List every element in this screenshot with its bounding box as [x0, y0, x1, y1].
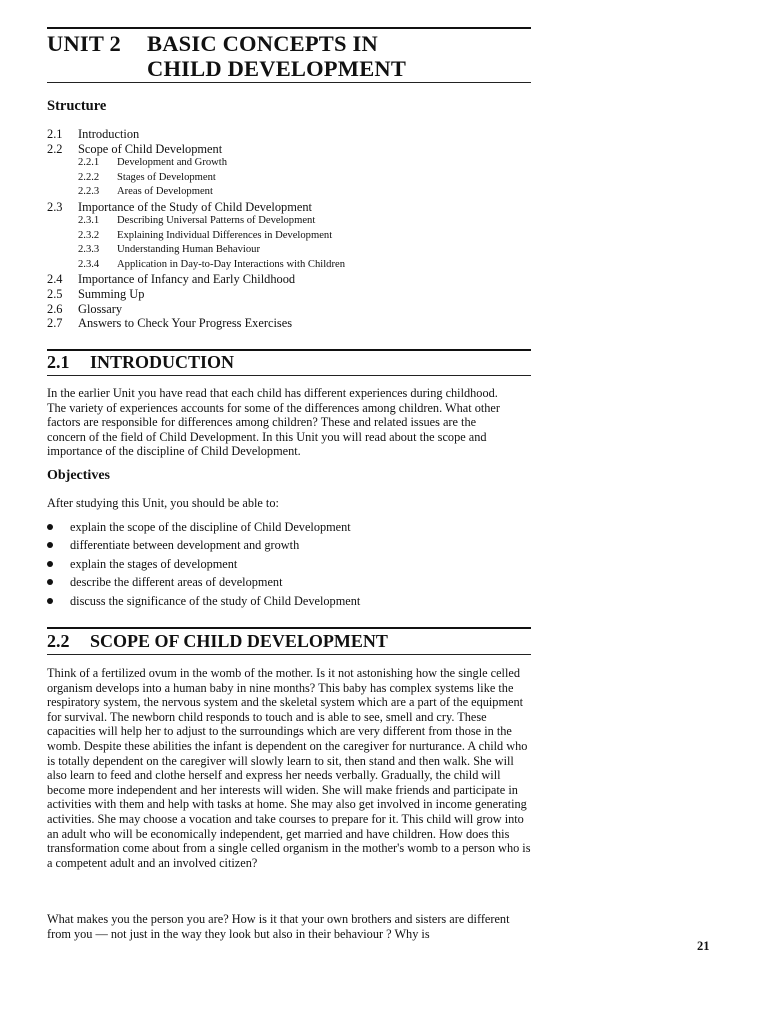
objective-text: explain the stages of development	[70, 556, 238, 571]
toc-item	[47, 127, 527, 142]
toc-item-number: 2.2	[47, 141, 63, 156]
toc-item-label: Areas of Development	[117, 186, 213, 198]
toc-item	[47, 258, 527, 273]
intro-paragraph: In the earlier Unit you have read that each child has different experiences during childhood. The variety of experiences accounts for some of the differences among children. What other factors are responsible for differences among children? These and related issues are the concern of the field of Child Development. In this Unit you will read about the scope and importance of the discipline of Child Development.	[47, 386, 500, 459]
toc-item-label: Explaining Individual Differences in Development	[117, 229, 333, 241]
toc-item-label: Importance of Infancy and Early Childhood	[78, 272, 296, 287]
objective-text: describe the different areas of development	[70, 575, 283, 590]
top-rule	[47, 27, 531, 29]
toc-item-label: Stages of Development	[117, 171, 216, 183]
bullet-icon	[47, 579, 53, 585]
toc-item-label: Introduction	[78, 127, 140, 141]
toc-item-number: 2.2.1	[78, 157, 100, 169]
objectives-lead: After studying this Unit, you should be able to:	[47, 496, 279, 510]
toc-item-label: Application in Day-to-Day Interactions with Children	[117, 258, 346, 270]
toc-item-number: 2.3.1	[78, 215, 100, 227]
toc-item-number: 2.5	[47, 287, 63, 302]
intro-heading	[47, 351, 234, 373]
objective-item	[47, 573, 507, 591]
toc-item	[47, 243, 527, 258]
objective-text: discuss the significance of the study of Child Development	[70, 593, 361, 608]
toc-item-label: Describing Universal Patterns of Development	[117, 215, 316, 227]
objective-item	[47, 555, 507, 573]
scope-top-rule	[47, 627, 531, 629]
toc-item-label: Summing Up	[78, 287, 145, 302]
intro-number: 2.1	[47, 352, 70, 372]
unit-title	[47, 31, 406, 81]
objective-item	[47, 536, 507, 554]
toc-item-number: 2.3.2	[78, 229, 100, 241]
toc-item-number: 2.3	[47, 199, 63, 214]
title-bottom-rule	[47, 82, 531, 83]
toc-item	[47, 272, 527, 287]
toc-item-number: 2.2.3	[78, 186, 100, 198]
table-of-contents	[47, 127, 527, 331]
intro-title: INTRODUCTION	[90, 352, 235, 372]
intro-bottom-rule	[47, 375, 531, 376]
objectives-heading: Objectives	[47, 468, 110, 483]
toc-item	[47, 214, 527, 229]
bullet-icon	[47, 561, 53, 567]
scope-paragraph-1: Think of a fertilized ovum in the womb of the mother. Is it not astonishing how the single celled organism develops into a human baby in nine months? This baby has complex systems like the respiratory system, the nervous system and the skeletal system which are a part of the equipment for survival. The newborn child responds to touch and is able to see, smell and cry. These capacities will help her to adjust to the surroundings which are very different from those in the womb. Despite these abilities the infant is dependent on the caregiver for nurturance. A child who is totally dependent on the caregiver will slowly learn to sit, then stand and then walk. She will also learn to feed and clothe herself and express her needs verbally. Gradually, the child will become more independent and her interests will widen. She will make friends and participate in activities with them and help with tasks at home. She may also get involved in income generating activities. She may choose a vocation and take courses to prepare for it. This child will grow into an adult who will be economically independent, get married and have children. How does this transformation come about from a single celled organism in the mother's womb to a person who is a competent adult and an involved citizen?	[47, 666, 531, 870]
toc-item-number: 2.3.3	[78, 244, 100, 256]
objectives-list	[47, 518, 507, 610]
page-number: 21	[697, 939, 710, 953]
scope-bottom-rule	[47, 654, 531, 655]
toc-item	[47, 185, 527, 200]
toc-item-number: 2.7	[47, 316, 63, 331]
scope-number: 2.2	[47, 631, 70, 651]
toc-item	[47, 171, 527, 186]
toc-item-label: Answers to Check Your Progress Exercises	[78, 316, 293, 331]
bullet-icon	[47, 524, 53, 530]
toc-item-number: 2.4	[47, 272, 63, 287]
toc-item-label: Glossary	[78, 301, 123, 316]
scope-paragraph-2: What makes you the person you are? How is it that your own brothers and sisters are different from you — not just in the way they look but also in their behaviour ? Why is	[47, 912, 510, 941]
toc-item	[47, 287, 527, 302]
toc-item-number: 2.1	[47, 127, 63, 141]
unit-title-line1: BASIC CONCEPTS IN	[147, 31, 378, 56]
scope-heading	[47, 630, 388, 652]
objective-text: differentiate between development and growth	[70, 538, 300, 553]
toc-item	[47, 156, 527, 171]
toc-item-label: Development and Growth	[117, 157, 228, 169]
unit-title-line2: CHILD DEVELOPMENT	[147, 56, 407, 81]
toc-item	[47, 142, 527, 157]
toc-item	[47, 302, 527, 317]
structure-heading: Structure	[47, 98, 107, 114]
toc-item	[47, 200, 527, 215]
objective-text: explain the scope of the discipline of Child Development	[70, 520, 351, 534]
toc-item-label: Scope of Child Development	[78, 141, 223, 156]
scope-title: SCOPE OF CHILD DEVELOPMENT	[90, 631, 388, 651]
toc-item-label: Importance of the Study of Child Development	[78, 199, 312, 214]
toc-item-label: Understanding Human Behaviour	[117, 244, 260, 256]
bullet-icon	[47, 598, 53, 604]
toc-item-number: 2.6	[47, 301, 63, 316]
objective-item	[47, 518, 507, 536]
toc-item-number: 2.2.2	[78, 171, 100, 183]
unit-number: UNIT 2	[47, 31, 121, 56]
toc-item-number: 2.3.4	[78, 258, 100, 270]
bullet-icon	[47, 542, 53, 548]
objective-item	[47, 592, 507, 610]
toc-item	[47, 229, 527, 244]
toc-item	[47, 316, 527, 331]
